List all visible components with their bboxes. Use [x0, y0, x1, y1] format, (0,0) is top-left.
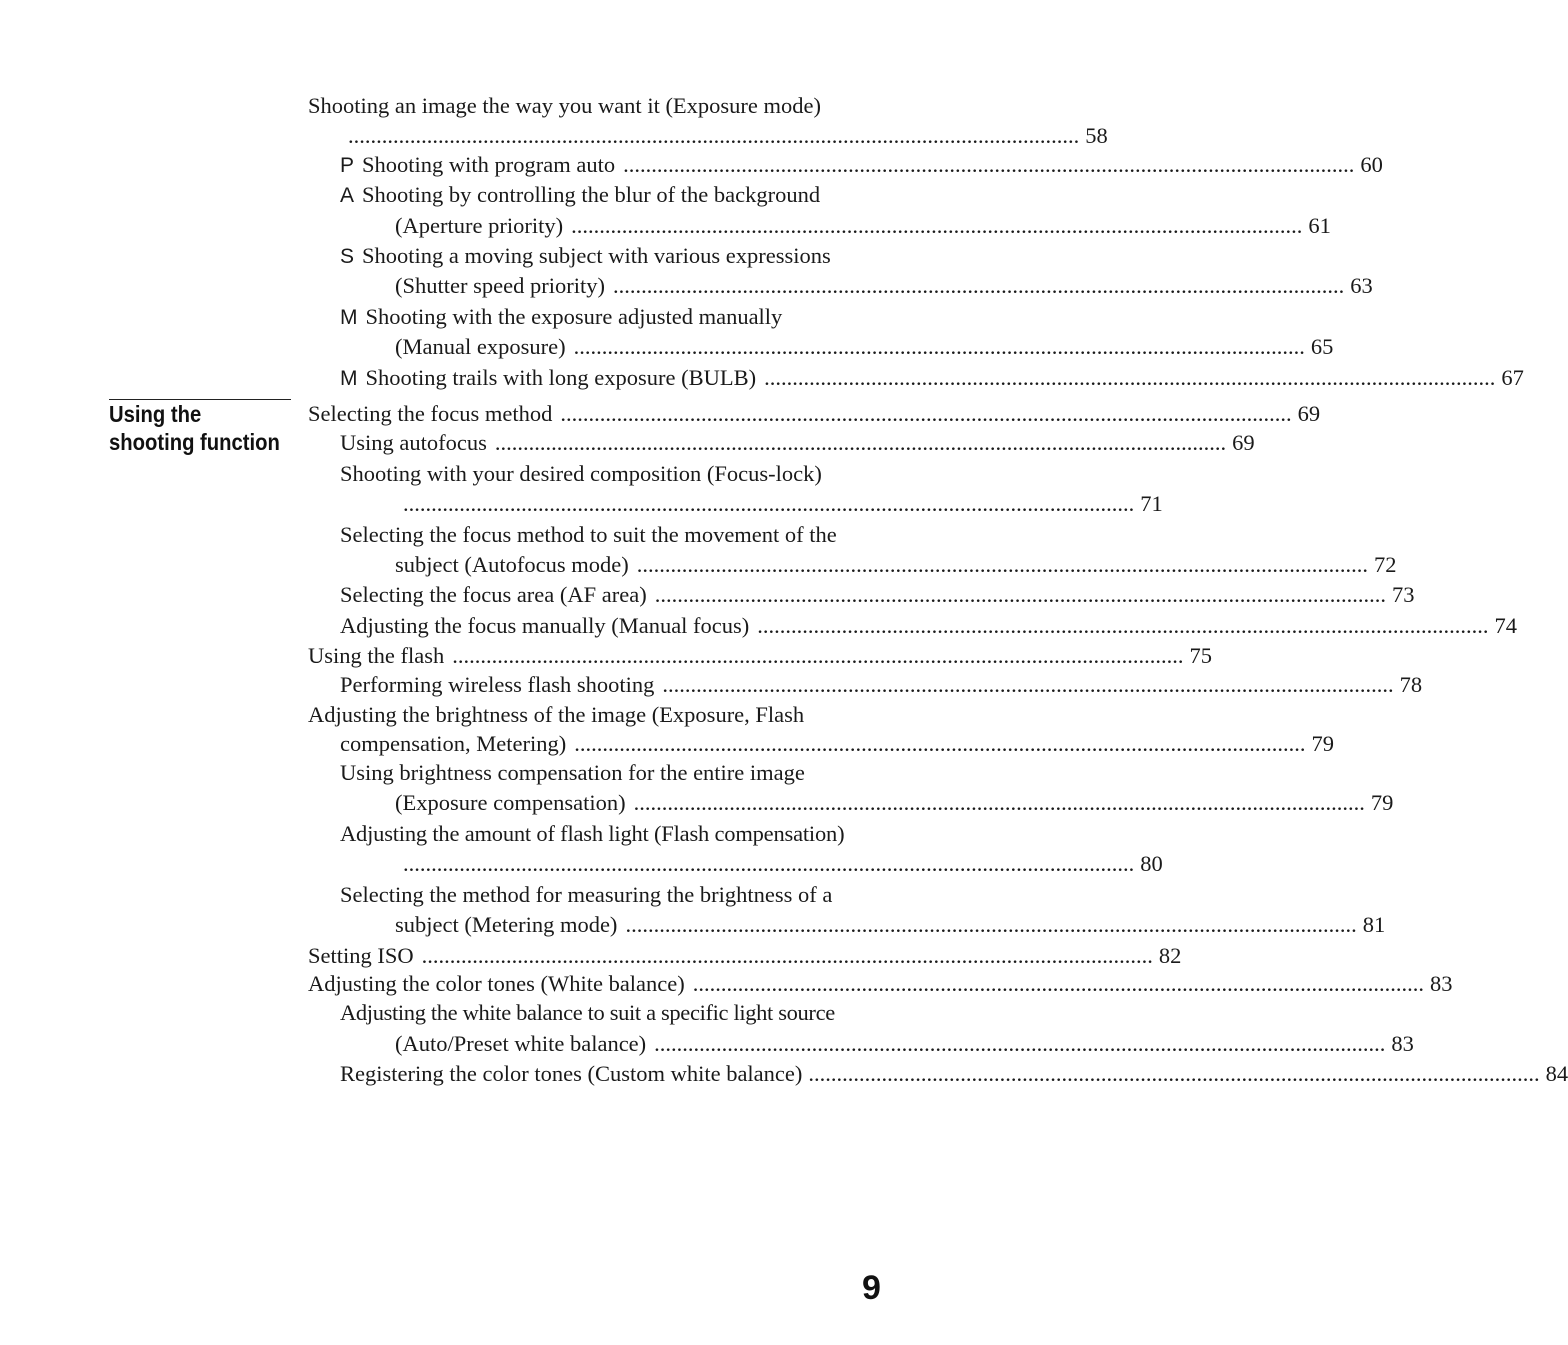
mode-s-icon: S [340, 245, 355, 268]
toc-entry-af-mode-cont: subject (Autofocus mode) .................................................................................................................................. 72 [395, 550, 880, 580]
toc-entry-custom-wb: Registering the color tones (Custom white balance) .................................................................................................................................. 84 [340, 1059, 880, 1089]
entry-title: Registering the color tones (Custom white balance) [340, 1061, 803, 1086]
page-ref: 83 [1430, 971, 1453, 996]
section-title-line: shooting function [109, 429, 280, 455]
toc-entry-focus-lock-leader: .................................................................................................................................. 71 [395, 489, 880, 519]
page-number: 9 [862, 1269, 881, 1307]
section-title-line: Using the [109, 401, 202, 427]
toc-entry-metering: Selecting the method for measuring the brightness of a [340, 882, 833, 907]
mode-a-icon: A [340, 184, 355, 207]
toc-entry-exposure-mode-leader [340, 121, 1108, 151]
toc-entry-af-mode: Selecting the focus method to suit the movement of the [340, 522, 837, 547]
section-title [109, 400, 280, 456]
page-ref: 71 [1140, 491, 1163, 516]
page-ref: 60 [1360, 152, 1383, 177]
mode-p-icon: P [340, 154, 355, 177]
entry-title: (Auto/Preset white balance) [395, 1031, 647, 1056]
toc-entry-metering-cont: subject (Metering mode) .................................................................................................................................. 81 [395, 910, 880, 940]
toc-entry-white-balance: Adjusting the color tones (White balance) .................................................................................................................................. 83 [308, 969, 880, 999]
page-ref: 84 [1545, 1061, 1568, 1086]
page-ref: 58 [1085, 123, 1108, 148]
page-ref: 61 [1308, 213, 1331, 238]
toc-entry-flash: Using the flash .................................................................................................................................. 75 [308, 641, 880, 671]
toc-entry-autofocus: Using autofocus .................................................................................................................................. 69 [340, 428, 880, 458]
entry-title: Performing wireless flash shooting [340, 672, 655, 697]
entry-title: Setting ISO [308, 943, 414, 968]
page-ref: 73 [1391, 582, 1415, 607]
page-ref: 81 [1362, 912, 1386, 937]
toc-entry-aperture [340, 180, 820, 211]
entry-title: (Aperture priority) [395, 213, 564, 238]
toc-entry-exposure-comp: Using brightness compensation for the entire image [340, 760, 805, 785]
toc-entry-manual [340, 302, 782, 333]
page-ref: 82 [1158, 943, 1182, 968]
page-ref: 79 [1370, 790, 1394, 815]
toc-entry-brightness: Adjusting the brightness of the image (Exposure, Flash [308, 702, 805, 727]
toc-entry-program-auto: P Shooting with program auto .................................................................................................................................. 60 [340, 150, 880, 180]
entry-title: (Shutter speed priority) [395, 273, 605, 298]
entry-title: Shooting a moving subject with various expressions [362, 243, 831, 268]
entry-title: Shooting with the exposure adjusted manually [365, 304, 783, 329]
page-ref: 78 [1399, 672, 1423, 697]
toc-entry-brightness-cont: compensation, Metering) .................................................................................................................................. 79 [340, 729, 880, 759]
entry-title: (Manual exposure) [395, 334, 566, 359]
mode-m-icon: M [340, 367, 358, 390]
entry-title: Selecting the focus method [308, 401, 553, 426]
page-ref: 72 [1373, 552, 1397, 577]
entry-title: Adjusting the color tones (White balance) [308, 971, 685, 996]
toc-entry-exposure-mode: Shooting an image the way you want it (Exposure mode) [308, 93, 822, 118]
toc-entry-flash-comp-leader: .................................................................................................................................. 80 [395, 849, 880, 879]
entry-title: Adjusting the focus manually (Manual focus) [340, 613, 750, 638]
entry-title: Using autofocus [340, 430, 487, 455]
entry-title: subject (Autofocus mode) [395, 552, 629, 577]
toc-entry-preset-wb: Adjusting the white balance to suit a specific light source [340, 1000, 835, 1025]
toc-entry-flash-comp: Adjusting the amount of flash light (Flash compensation) [340, 821, 845, 846]
page-ref: 69 [1232, 430, 1255, 455]
toc-entry-manual-focus: Adjusting the focus manually (Manual focus) .................................................................................................................................. 74 [340, 611, 880, 641]
toc-entry-focus-lock: Shooting with your desired composition (Focus-lock) [340, 461, 822, 486]
toc-entry-manual-cont: (Manual exposure) .................................................................................................................................. 65 [395, 332, 880, 362]
toc-entry-exposure-comp-cont: (Exposure compensation) .................................................................................................................................. 79 [395, 788, 880, 818]
toc-entry-wireless-flash: Performing wireless flash shooting .................................................................................................................................. 78 [340, 670, 880, 700]
page-ref: 83 [1391, 1031, 1414, 1056]
toc-entry-focus-method: Selecting the focus method .................................................................................................................................. 69 [308, 399, 880, 429]
entry-title: Shooting with program auto [362, 152, 616, 177]
toc-entry-shutter-cont: (Shutter speed priority) .................................................................................................................................. 63 [395, 271, 880, 301]
page-ref: 65 [1310, 334, 1334, 359]
page-ref: 75 [1189, 643, 1212, 668]
entry-title: Shooting by controlling the blur of the background [362, 182, 821, 207]
toc-entry-bulb: M Shooting trails with long exposure (BULB) .................................................................................................................................. 67 [340, 363, 880, 393]
entry-title: subject (Metering mode) [395, 912, 618, 937]
toc-entry-af-area: Selecting the focus area (AF area) .................................................................................................................................. 73 [340, 580, 880, 610]
entry-title: (Exposure compensation) [395, 790, 626, 815]
toc-entry-aperture-cont: (Aperture priority) .................................................................................................................................. 61 [395, 211, 880, 241]
entry-title: Selecting the focus area (AF area) [340, 582, 647, 607]
page-ref: 69 [1297, 401, 1321, 426]
toc-entry-preset-wb-cont: (Auto/Preset white balance) .................................................................................................................................. 83 [395, 1029, 880, 1059]
toc-entry-shutter [340, 241, 831, 272]
mode-m-icon: M [340, 306, 358, 329]
dot-leader: .................................................................................................................................. [348, 123, 1080, 148]
page-ref: 80 [1140, 851, 1163, 876]
page-ref: 79 [1311, 731, 1334, 756]
entry-title: compensation, Metering) [340, 731, 567, 756]
page-ref: 74 [1494, 613, 1518, 638]
entry-title: Using the flash [308, 643, 445, 668]
page-ref: 63 [1350, 273, 1373, 298]
entry-title: Shooting trails with long exposure (BULB) [365, 365, 757, 390]
page-ref: 67 [1501, 365, 1524, 390]
toc-entry-iso: Setting ISO .................................................................................................................................. 82 [308, 941, 880, 971]
